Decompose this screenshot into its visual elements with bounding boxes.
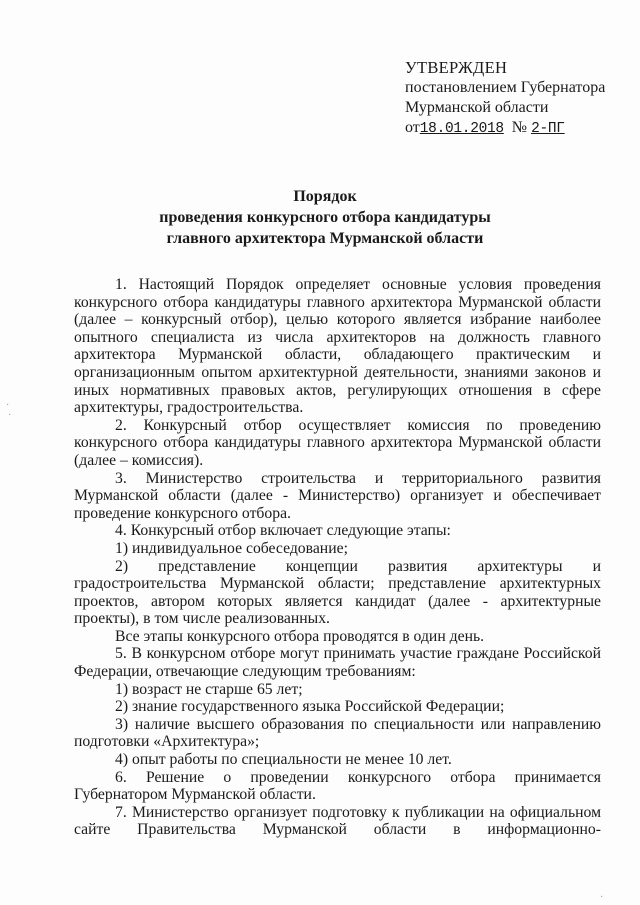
title-line-1: Порядок (293, 188, 357, 205)
paragraph-1: 1. Настоящий Порядок определяет основные условия проведения конкурсного отбора кандидатуры главного архитектора Мурманской области (далее – конкурсный отбор), целью которого является избрание наиболее опытного специалиста из числа архитекторов на должность главного архитектора Мурманской области, обладающего практическим и организационным опытом архитектурной деятельности, знаниями законов и иных нормативных правовых актов, регулирующих отношения в сфере архитектуры, градостроительства. (74, 276, 601, 417)
title-line-3: главного архитектора Мурманской области (166, 230, 484, 247)
paragraph-5-item-4: 4) опыт работы по специальности не менее 10 лет. (115, 751, 452, 769)
paragraph-5-item-1: 1) возраст не старше 65 лет; (115, 680, 303, 698)
scan-speck: · (6, 400, 10, 411)
title-line-2: проведения конкурсного отбора кандидатуры (159, 209, 491, 226)
paragraph-4: 4. Конкурсный отбор включает следующие этапы: (115, 522, 451, 540)
approval-line-2: Мурманской области (405, 99, 549, 116)
document-body (74, 276, 601, 839)
paragraph-5-item-3: 3) наличие высшего образования по специальности или направлению подготовки «Архитектура»; (74, 715, 601, 751)
scan-speck: · (600, 892, 604, 903)
date-prefix: от (405, 119, 420, 136)
paragraph-5-item-2: 2) знание государственного языка Российской Федерации; (115, 698, 505, 716)
approval-line-1: постановлением Губернатора (405, 79, 606, 96)
paragraph-4-item-1: 1) индивидуальное собеседование; (115, 539, 348, 557)
paragraph-4-note: Все этапы конкурсного отбора проводятся в один день. (115, 627, 485, 645)
paragraph-2: 2. Конкурсный отбор осуществляет комиссия по проведению конкурсного отбора кандидатуры главного архитектора Мурманской области (далее – комиссия). (74, 416, 601, 469)
paragraph-6: 6. Решение о проведении конкурсного отбора принимается Губернатором Мурманской области. (74, 768, 601, 804)
document-title (100, 186, 550, 249)
approval-date: 18.01.2018 (419, 121, 504, 137)
paragraph-5: 5. В конкурсном отборе могут принимать участие граждане Российской Федерации, отвечающие следующим требованиям: (74, 645, 601, 681)
approval-number: 2-ПГ (531, 121, 565, 137)
approval-stamp (405, 58, 635, 139)
approval-date-number (405, 118, 635, 139)
number-prefix: № (511, 119, 528, 136)
scan-speck: · (8, 410, 12, 421)
paragraph-7: 7. Министерство организует подготовку к публикации на официальном сайте Правительства Мурманской области в информационно- (74, 803, 601, 839)
paragraph-4-item-2: 2) представление концепции развития архитектуры и градостроительства Мурманской области; представление архитектурных проектов, автором которых является кандидат (далее - архитектурные проекты), в том числе реализованных. (74, 557, 601, 628)
paragraph-3: 3. Министерство строительства и территориального развития Мурманской области (далее - Министерство) организует и обеспечивает проведение конкурсного отбора. (74, 469, 601, 522)
approval-heading: УТВЕРЖДЕН (405, 58, 508, 77)
